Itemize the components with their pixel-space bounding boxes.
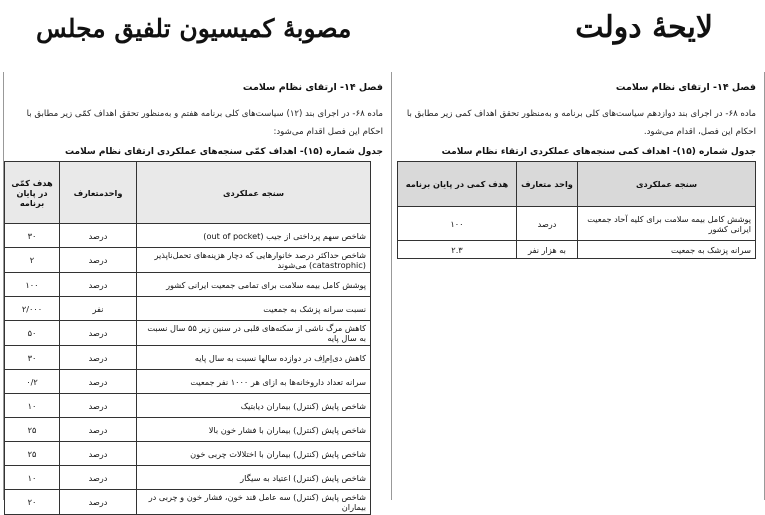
- chapter-heading: فصل ۱۴- ارتقای نظام سلامت: [615, 82, 756, 93]
- metric-cell: شاخص سهم پرداختی از جیب (out of pocket): [137, 224, 371, 248]
- target-cell: ۲: [5, 248, 60, 273]
- target-cell: ۵۰: [5, 321, 60, 346]
- table-row: [5, 418, 371, 442]
- table-row: [5, 297, 371, 321]
- metric-cell: شاخص پایش (کنترل) بیماران دیابتیک: [137, 394, 371, 418]
- column-header-metric: سنجه عملکردی: [137, 162, 371, 224]
- target-cell: ۲۵: [5, 442, 60, 466]
- unit-cell: درصد: [60, 418, 137, 442]
- target-cell: ۳۰: [5, 346, 60, 370]
- metric-cell: نسبت سرانه پزشک به جمعیت: [137, 297, 371, 321]
- metric-cell: سرانه تعداد داروخانه‌ها به ازای هر ۱۰۰۰ نفر جمعیت: [137, 370, 371, 394]
- table-row: [5, 248, 371, 273]
- unit-cell: درصد: [60, 248, 137, 273]
- target-cell: ۰/۲: [5, 370, 60, 394]
- target-cell: ۲/۰۰۰: [5, 297, 60, 321]
- article-paragraph: ماده ۶۸- در اجرای بند دوازدهم سیاست‌های کلی برنامه و به‌منظور تحقق اهداف کمی زیر مطابق با احکام این فصل، اقدام می‌شود.: [406, 109, 756, 137]
- unit-cell: درصد: [60, 466, 137, 490]
- table-caption: جدول شماره (۱۵)- اهداف کمی سنجه‌های عملکردی ارتقاء نظام سلامت: [441, 147, 756, 157]
- table-caption: جدول شماره (۱۵)- اهداف کمّی سنجه‌های عملکردی ارتقای نظام سلامت: [64, 147, 383, 157]
- table-row: [5, 466, 371, 490]
- metric-cell: شاخص پایش (کنترل) سه عامل قند خون، فشار خون و چربی در بیماران: [137, 490, 371, 515]
- column-header-unit: واحدمتعارف: [60, 162, 137, 224]
- target-cell: ۲۵: [5, 418, 60, 442]
- commission-column: [3, 72, 392, 512]
- target-cell: ۲۰: [5, 490, 60, 515]
- article-paragraph: ماده ۶۸- در اجرای بند (۱۲) سیاست‌های کلی برنامه هفتم و به‌منظور تحقق اهداف کمّی زیر مطابق با احکام این فصل اقدام می‌شود:: [26, 109, 383, 137]
- unit-cell: درصد: [517, 207, 578, 241]
- metric-cell: شاخص حداکثر درصد خانوارهایی که دچار هزینه‌های تحمل‌ناپذیر (catastrophic) می‌شوند: [137, 248, 371, 273]
- metric-cell: شاخص پایش (کنترل) بیماران با فشار خون بالا: [137, 418, 371, 442]
- metric-cell: پوشش کامل بیمه سلامت برای کلیه آحاد جمعیت ایرانی کشور: [578, 207, 756, 241]
- target-cell: ۳۰: [5, 224, 60, 248]
- target-cell: ۱۰۰: [398, 207, 517, 241]
- table-row: [5, 442, 371, 466]
- chapter-heading: فصل ۱۴- ارتقای نظام سلامت: [242, 82, 383, 93]
- metric-cell: پوشش کامل بیمه سلامت برای تمامی جمعیت ایرانی کشور: [137, 273, 371, 297]
- government-metrics-table: [397, 161, 756, 259]
- metric-cell: شاخص پایش (کنترل) اعتیاد به سیگار: [137, 466, 371, 490]
- unit-cell: درصد: [60, 321, 137, 346]
- table-row: [398, 241, 756, 259]
- target-cell: ۲.۳: [398, 241, 517, 259]
- unit-cell: درصد: [60, 224, 137, 248]
- column-header-metric: سنجه عملکردی: [578, 162, 756, 207]
- target-cell: ۱۰: [5, 394, 60, 418]
- table-row: [5, 490, 371, 515]
- target-cell: ۱۰۰: [5, 273, 60, 297]
- commission-title: مصوبهٔ کمیسیون تلفیق مجلس: [36, 14, 352, 43]
- unit-cell: به هزار نفر: [517, 241, 578, 259]
- unit-cell: درصد: [60, 370, 137, 394]
- government-bill-title: لایحهٔ دولت: [575, 10, 713, 45]
- table-row: [398, 207, 756, 241]
- unit-cell: درصد: [60, 490, 137, 515]
- column-header-target: هدف کمی در پایان برنامه: [398, 162, 517, 207]
- unit-cell: درصد: [60, 442, 137, 466]
- column-header-target: هدف کمّی در پایان برنامه: [5, 162, 60, 224]
- table-row: [5, 224, 371, 248]
- table-row: [5, 273, 371, 297]
- unit-cell: درصد: [60, 273, 137, 297]
- table-row: [5, 394, 371, 418]
- metric-cell: کاهش مرگ ناشی از سکته‌های قلبی در سنین زیر ۵۵ سال نسبت به سال پایه: [137, 321, 371, 346]
- unit-cell: درصد: [60, 346, 137, 370]
- table-row: [5, 321, 371, 346]
- government-column: [392, 72, 765, 500]
- metric-cell: شاخص پایش (کنترل) بیماران با اختلالات چربی خون: [137, 442, 371, 466]
- metric-cell: کاهش دی‌اِم‌اِف در دوازده سالها نسبت به سال پایه: [137, 346, 371, 370]
- table-row: [5, 370, 371, 394]
- target-cell: ۱۰: [5, 466, 60, 490]
- commission-metrics-table: [4, 161, 371, 515]
- unit-cell: درصد: [60, 394, 137, 418]
- unit-cell: نفر: [60, 297, 137, 321]
- column-header-unit: واحد متعارف: [517, 162, 578, 207]
- metric-cell: سرانه پزشک به جمعیت: [578, 241, 756, 259]
- table-row: [5, 346, 371, 370]
